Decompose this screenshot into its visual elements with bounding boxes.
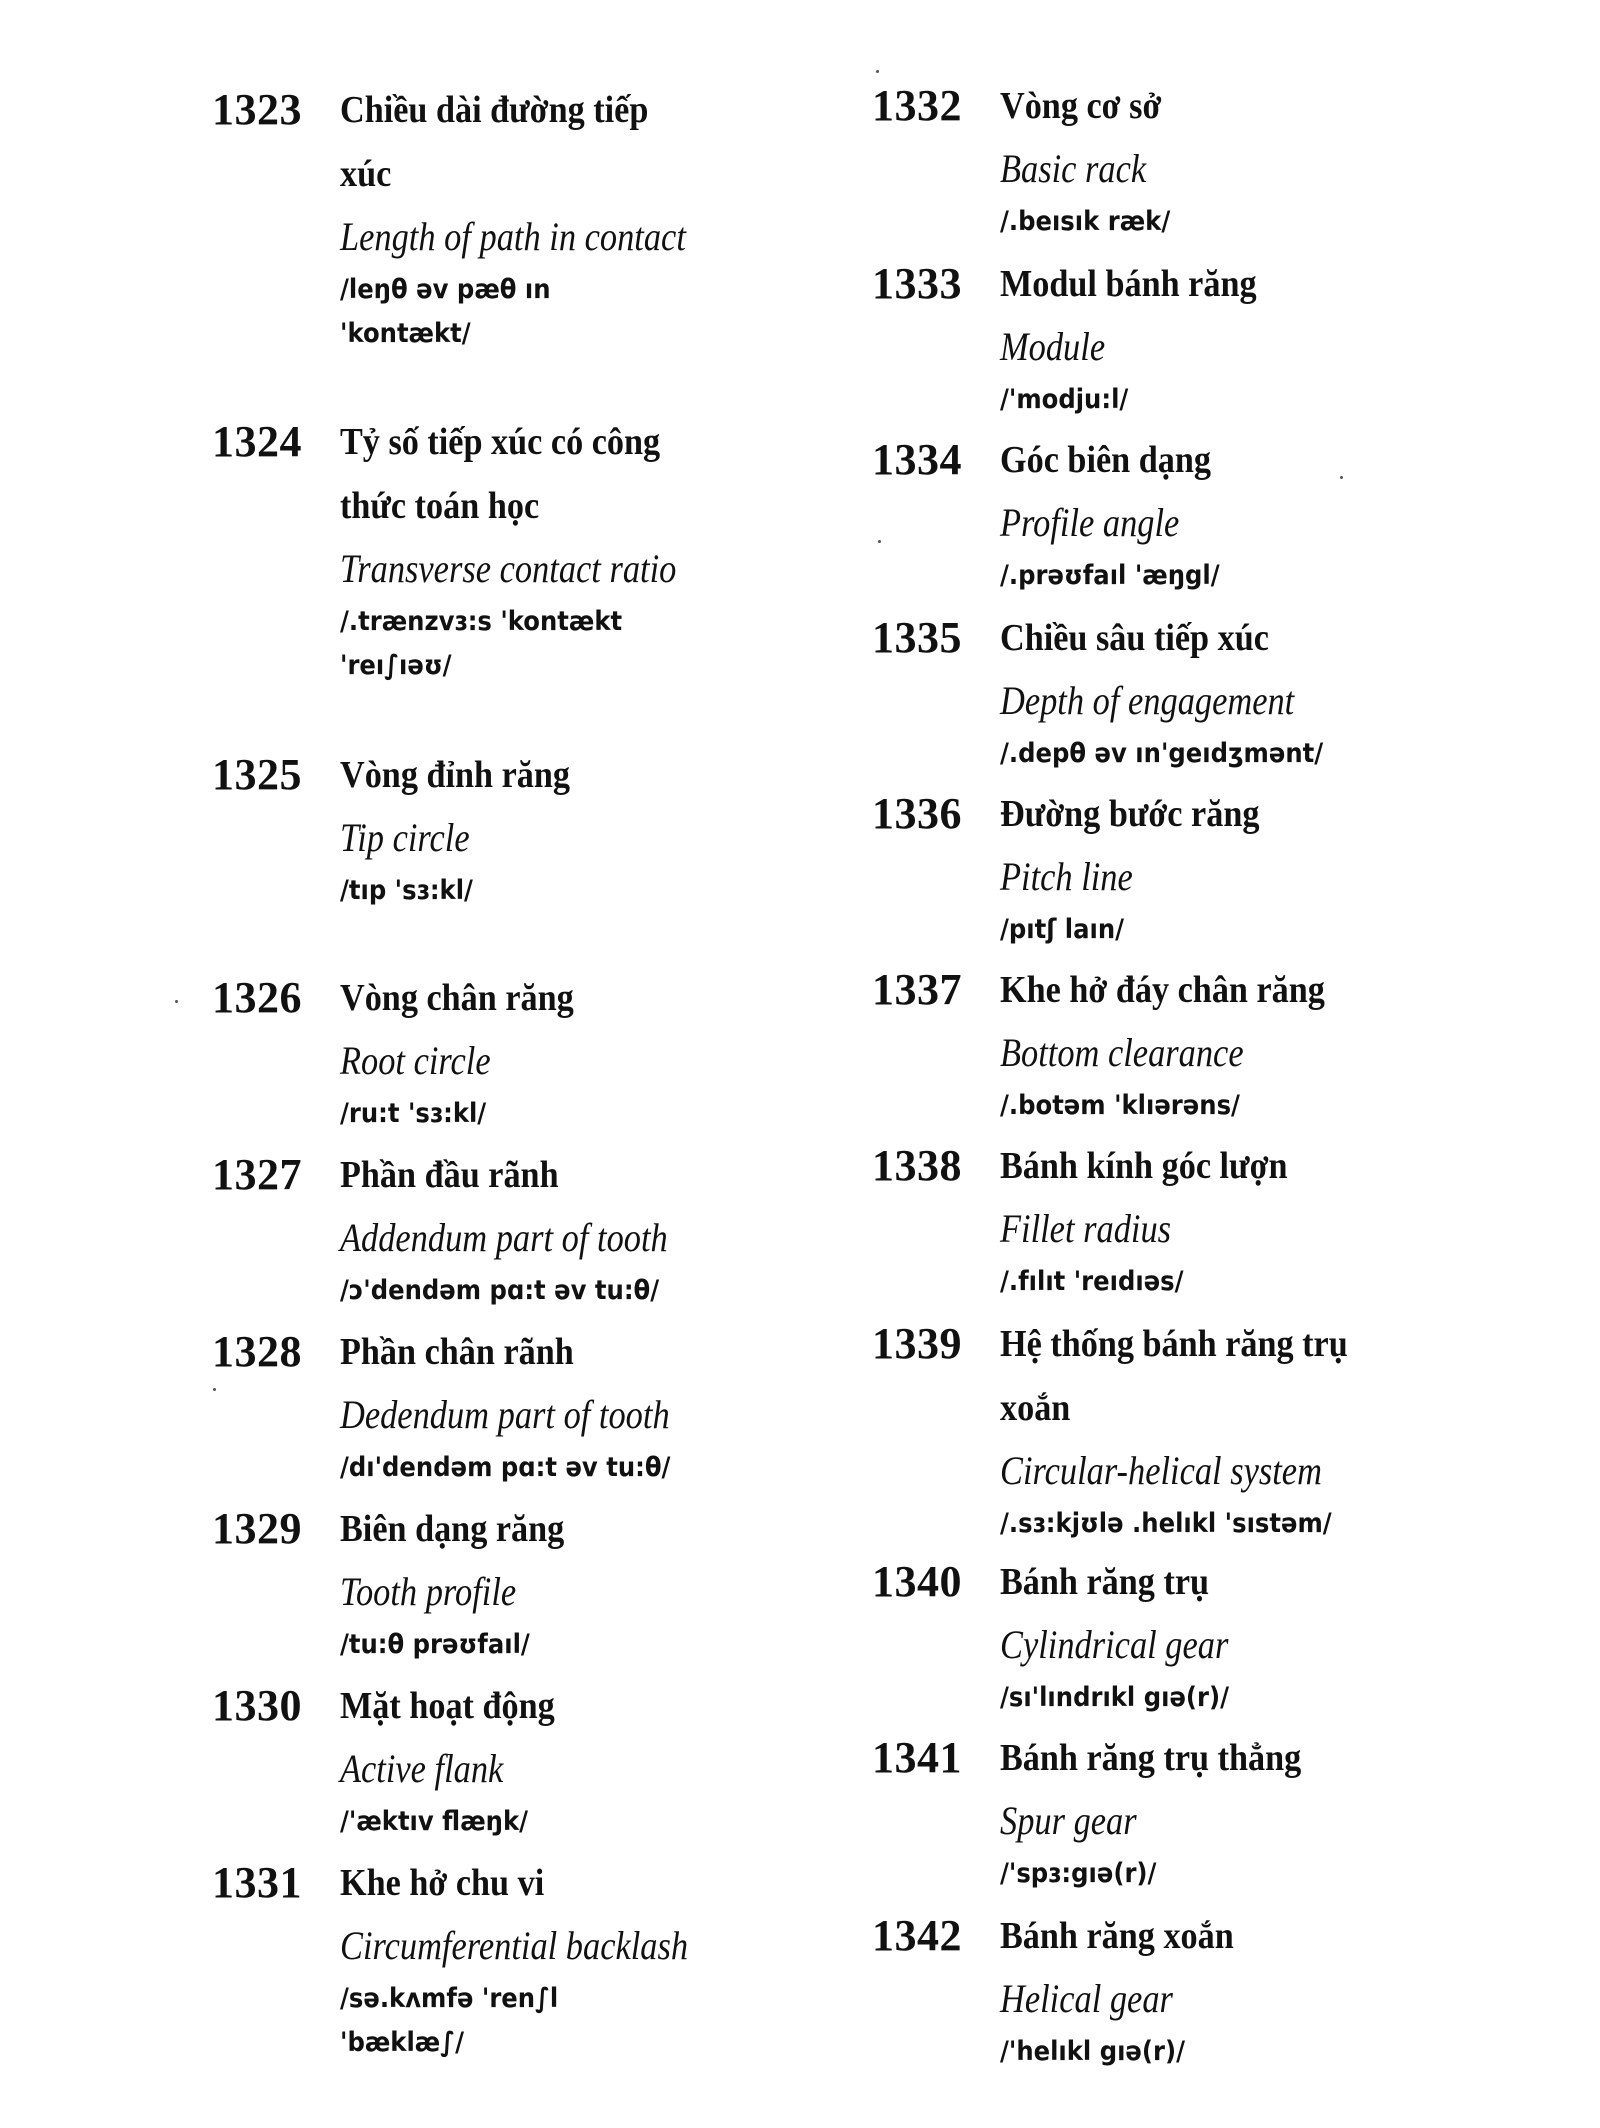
entry-body <box>1000 1134 1520 1304</box>
english-term: Circular-helical system <box>1000 1448 1322 1493</box>
entry-body <box>1000 1550 1520 1720</box>
pronunciation: /'æktıv flæŋk/ <box>340 1806 529 1837</box>
pronunciation: /pıtʃ laın/ <box>1000 914 1125 945</box>
english-term: Pitch line <box>1000 854 1133 899</box>
pronunciation: /.fılıt 'reıdıəs/ <box>1000 1266 1184 1297</box>
scan-speck <box>876 70 879 73</box>
pronunciation: /tıp 'sɜ:kl/ <box>340 875 473 906</box>
vietnamese-term: Phần đầu rãnh <box>340 1154 559 1196</box>
entry-number: 1337 <box>872 965 962 1014</box>
entry-body <box>1000 74 1520 244</box>
english-term: Depth of engagement <box>1000 678 1295 723</box>
english-term: Tooth profile <box>340 1569 517 1614</box>
pronunciation: /dı'dendəm pɑ:t əv tu:θ/ <box>340 1452 671 1483</box>
entry-number: 1325 <box>212 750 302 799</box>
vietnamese-term: Hệ thống bánh răng trụ <box>1000 1323 1348 1365</box>
entry-number: 1324 <box>212 417 302 466</box>
entry-number: 1339 <box>872 1319 962 1368</box>
english-term: Fillet radius <box>1000 1206 1172 1251</box>
vietnamese-term: Modul bánh răng <box>1000 263 1257 305</box>
english-term: Cylindrical gear <box>1000 1622 1229 1667</box>
vietnamese-term: Vòng đỉnh răng <box>340 754 570 796</box>
english-term: Module <box>1000 324 1106 369</box>
vietnamese-term: Chiều dài đường tiếp <box>340 89 649 131</box>
english-term: Bottom clearance <box>1000 1030 1244 1075</box>
pronunciation-continued: 'reı∫ıəʊ/ <box>340 650 452 681</box>
vietnamese-term: Góc biên dạng <box>1000 439 1211 481</box>
english-term: Circumferential backlash <box>340 1923 689 1968</box>
entry-body <box>340 743 860 913</box>
entry-body <box>340 78 860 356</box>
pronunciation: /.sɜ:kjʊlə .helıkl 'sıstəm/ <box>1000 1508 1332 1539</box>
pronunciation: /sə.kʌmfə 'ren∫l <box>340 1983 559 2014</box>
entry-number: 1340 <box>872 1557 962 1606</box>
vietnamese-term: Mặt hoạt động <box>340 1685 555 1727</box>
vietnamese-term: Khe hở đáy chân răng <box>1000 969 1325 1011</box>
english-term: Root circle <box>340 1038 491 1083</box>
pronunciation: /sı'lındrıkl gıə(r)/ <box>1000 1682 1230 1713</box>
pronunciation: /.beısık ræk/ <box>1000 206 1171 237</box>
scan-speck <box>1340 476 1343 479</box>
entry-number: 1335 <box>872 613 962 662</box>
vietnamese-term: Biên dạng răng <box>340 1508 565 1550</box>
entry-body <box>1000 782 1520 952</box>
entry-body <box>340 410 860 688</box>
entry-number: 1328 <box>212 1327 302 1376</box>
vietnamese-term: Vòng cơ sở <box>1000 85 1162 127</box>
pronunciation-continued: 'bæklæ∫/ <box>340 2027 464 2058</box>
entry-body <box>340 1674 860 1844</box>
entry-number: 1329 <box>212 1504 302 1553</box>
entry-body <box>1000 1312 1520 1546</box>
entry-body <box>340 1497 860 1667</box>
english-term: Basic rack <box>1000 146 1147 191</box>
entry-body <box>340 1320 860 1490</box>
vietnamese-term: Vòng chân răng <box>340 977 574 1019</box>
entry-body <box>340 1143 860 1313</box>
entry-number: 1332 <box>872 81 962 130</box>
entry-number: 1334 <box>872 435 962 484</box>
english-term: Dedendum part of tooth <box>340 1392 670 1437</box>
vietnamese-term: Tỷ số tiếp xúc có công <box>340 421 661 463</box>
entry-body <box>340 1851 860 2065</box>
entry-number: 1330 <box>212 1681 302 1730</box>
entry-body <box>1000 958 1520 1128</box>
entry-number: 1333 <box>872 259 962 308</box>
entry-number: 1336 <box>872 789 962 838</box>
pronunciation: /.prəʊfaıl 'æŋgl/ <box>1000 560 1220 591</box>
vietnamese-term: Khe hở chu vi <box>340 1862 545 1904</box>
vietnamese-term-continued: xoắn <box>1000 1387 1071 1429</box>
pronunciation: /.trænzvɜ:s 'kontækt <box>340 606 623 637</box>
vietnamese-term-continued: thức toán học <box>340 485 540 527</box>
entry-body <box>1000 606 1520 776</box>
entry-number: 1327 <box>212 1150 302 1199</box>
pronunciation: /'spɜ:gıə(r)/ <box>1000 1858 1157 1889</box>
entry-body <box>1000 252 1520 422</box>
pronunciation-continued: 'kontækt/ <box>340 318 471 349</box>
right-column <box>872 0 1532 2128</box>
pronunciation: /leŋθ əv pæθ ın <box>340 274 551 305</box>
english-term: Active flank <box>340 1746 504 1791</box>
entry-body <box>340 966 860 1136</box>
left-column <box>212 0 872 2128</box>
vietnamese-term-continued: xúc <box>340 153 392 195</box>
entry-number: 1341 <box>872 1733 962 1782</box>
english-term: Addendum part of tooth <box>340 1215 668 1260</box>
vietnamese-term: Phần chân rãnh <box>340 1331 574 1373</box>
pronunciation: /'modju:l/ <box>1000 384 1129 415</box>
pronunciation: /tu:θ prəʊfaıl/ <box>340 1629 530 1660</box>
scan-speck <box>213 1388 216 1391</box>
english-term: Spur gear <box>1000 1798 1137 1843</box>
entry-body <box>1000 1726 1520 1896</box>
entry-number: 1338 <box>872 1141 962 1190</box>
pronunciation: /.botəm 'klıərəns/ <box>1000 1090 1240 1121</box>
entry-number: 1331 <box>212 1858 302 1907</box>
english-term: Profile angle <box>1000 500 1180 545</box>
vietnamese-term: Bánh kính góc lượn <box>1000 1145 1288 1187</box>
entry-body <box>1000 428 1520 598</box>
vietnamese-term: Đường bước răng <box>1000 793 1260 835</box>
scan-speck <box>878 540 881 543</box>
english-term: Tip circle <box>340 815 470 860</box>
pronunciation: /ɔ'dendəm pɑ:t əv tu:θ/ <box>340 1275 660 1306</box>
entry-number: 1323 <box>212 85 302 134</box>
pronunciation: /.depθ əv ın'geıdʒmənt/ <box>1000 738 1324 769</box>
pronunciation: /ru:t 'sɜ:kl/ <box>340 1098 487 1129</box>
english-term: Transverse contact ratio <box>340 546 677 591</box>
vietnamese-term: Bánh răng xoắn <box>1000 1915 1234 1957</box>
entry-body <box>1000 1904 1520 2074</box>
pronunciation: /'helıkl gıə(r)/ <box>1000 2036 1185 2067</box>
vietnamese-term: Bánh răng trụ thẳng <box>1000 1737 1302 1779</box>
scan-speck <box>175 1000 178 1003</box>
vietnamese-term: Chiều sâu tiếp xúc <box>1000 617 1269 659</box>
vietnamese-term: Bánh răng trụ <box>1000 1561 1210 1603</box>
english-term: Length of path in contact <box>340 214 686 259</box>
english-term: Helical gear <box>1000 1976 1173 2021</box>
entry-number: 1326 <box>212 973 302 1022</box>
entry-number: 1342 <box>872 1911 962 1960</box>
